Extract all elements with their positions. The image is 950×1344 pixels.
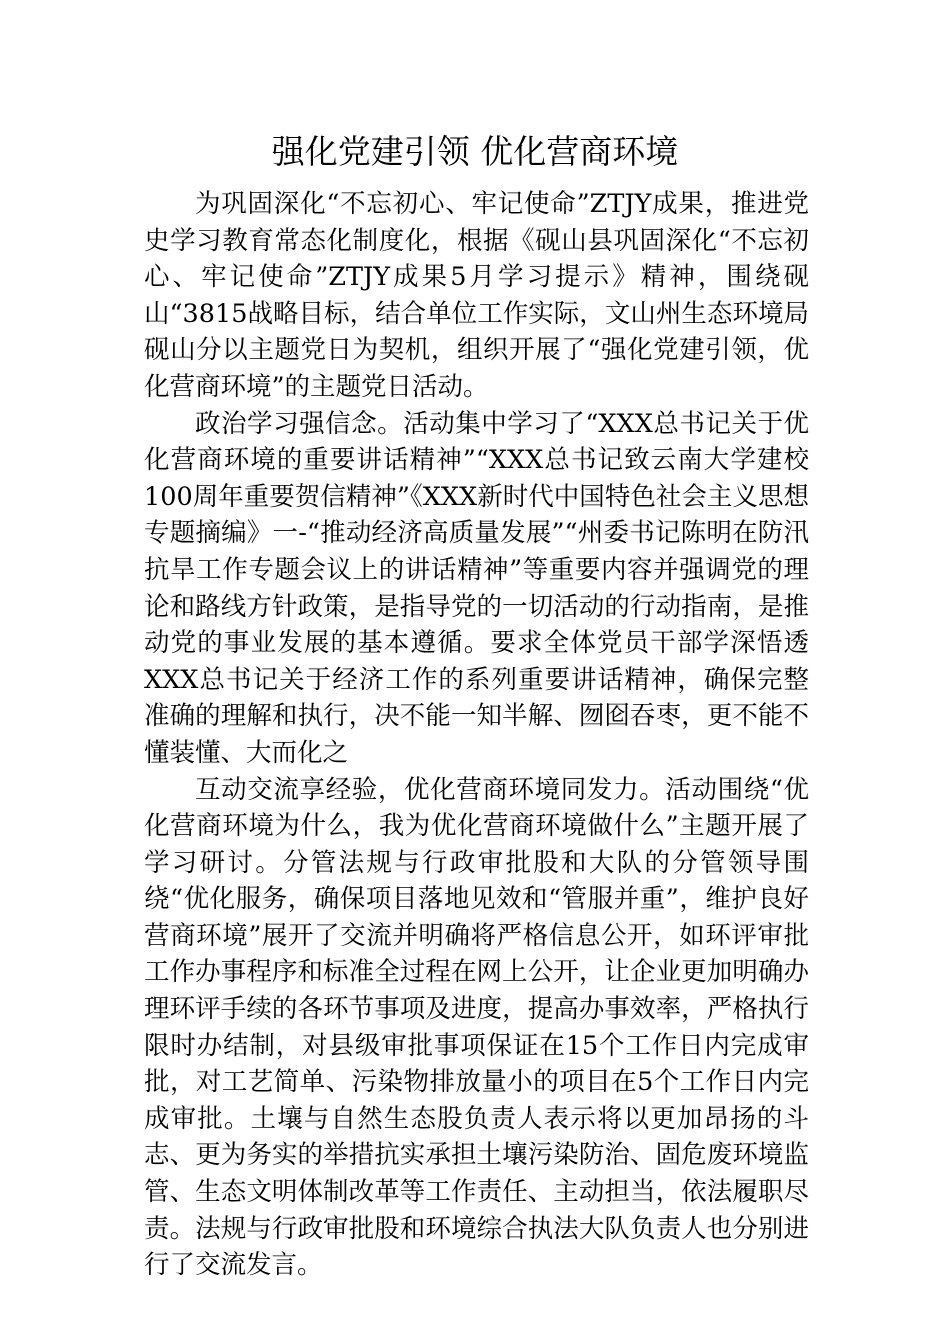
document-title: 强化党建引领 优化营商环境	[271, 132, 679, 171]
document-body	[144, 186, 809, 1284]
paragraph-intro: 为巩固深化“不忘初心、牢记使命”ZTJY成果，推进党史学习教育常态化制度化，根据《砚山县巩固深化“不忘初心、牢记使命”ZTJY成果5月学习提示》精神，围绕砚山“3815战略目标，结合单位工作实际，文山州生态环境局砚山分以主题党日为契机，组织开展了“强化党建引领，优化营商环境”的主题党日活动。	[144, 189, 809, 402]
paragraph-political-study: 政治学习强信念。活动集中学习了“XXX总书记关于优化营商环境的重要讲话精神”“XXX总书记致云南大学建校100周年重要贺信精神”《XXX新时代中国特色社会主义思想专题摘编》一-“推动经济高质量发展”“州委书记陈明在防汛抗旱工作专题会议上的讲话精神”等重要内容并强调党的理论和路线方针政策，是指导党的一切活动的行动指南，是推动党的事业发展的基本遵循。要求全体党员干部学深悟透XXX总书记关于经济工作的系列重要讲话精神，确保完整准确的理解和执行，决不能一知半解、囫囵吞枣，更不能不懂装懂、大而化之	[144, 408, 809, 768]
paragraph-exchange: 互动交流享经验，优化营商环境同发力。活动围绕“优化营商环境为什么，我为优化营商环境做什么”主题开展了学习研讨。分管法规与行政审批股和大队的分管领导围绕“优化服务，确保项目落地见效和“管服并重”，维护良好营商环境”展开了交流并明确将严格信息公开，如环评审批工作办事程序和标准全过程在网上公开，让企业更加明确办理环评手续的各环节事项及进度，提高办事效率，严格执行限时办结制，对县级审批事项保证在15个工作日内完成审批，对工艺简单、污染物排放量小的项目在5个工作日内完成审批。土壤与自然生态股负责人表示将以更加昂扬的斗志、更为务实的举措抗实承担土壤污染防治、固危废环境监管、生态文明体制改革等工作责任、主动担当，依法履职尽责。法规与行政审批股和环境综合执法大队负责人也分别进行了交流发言。	[144, 774, 809, 1281]
